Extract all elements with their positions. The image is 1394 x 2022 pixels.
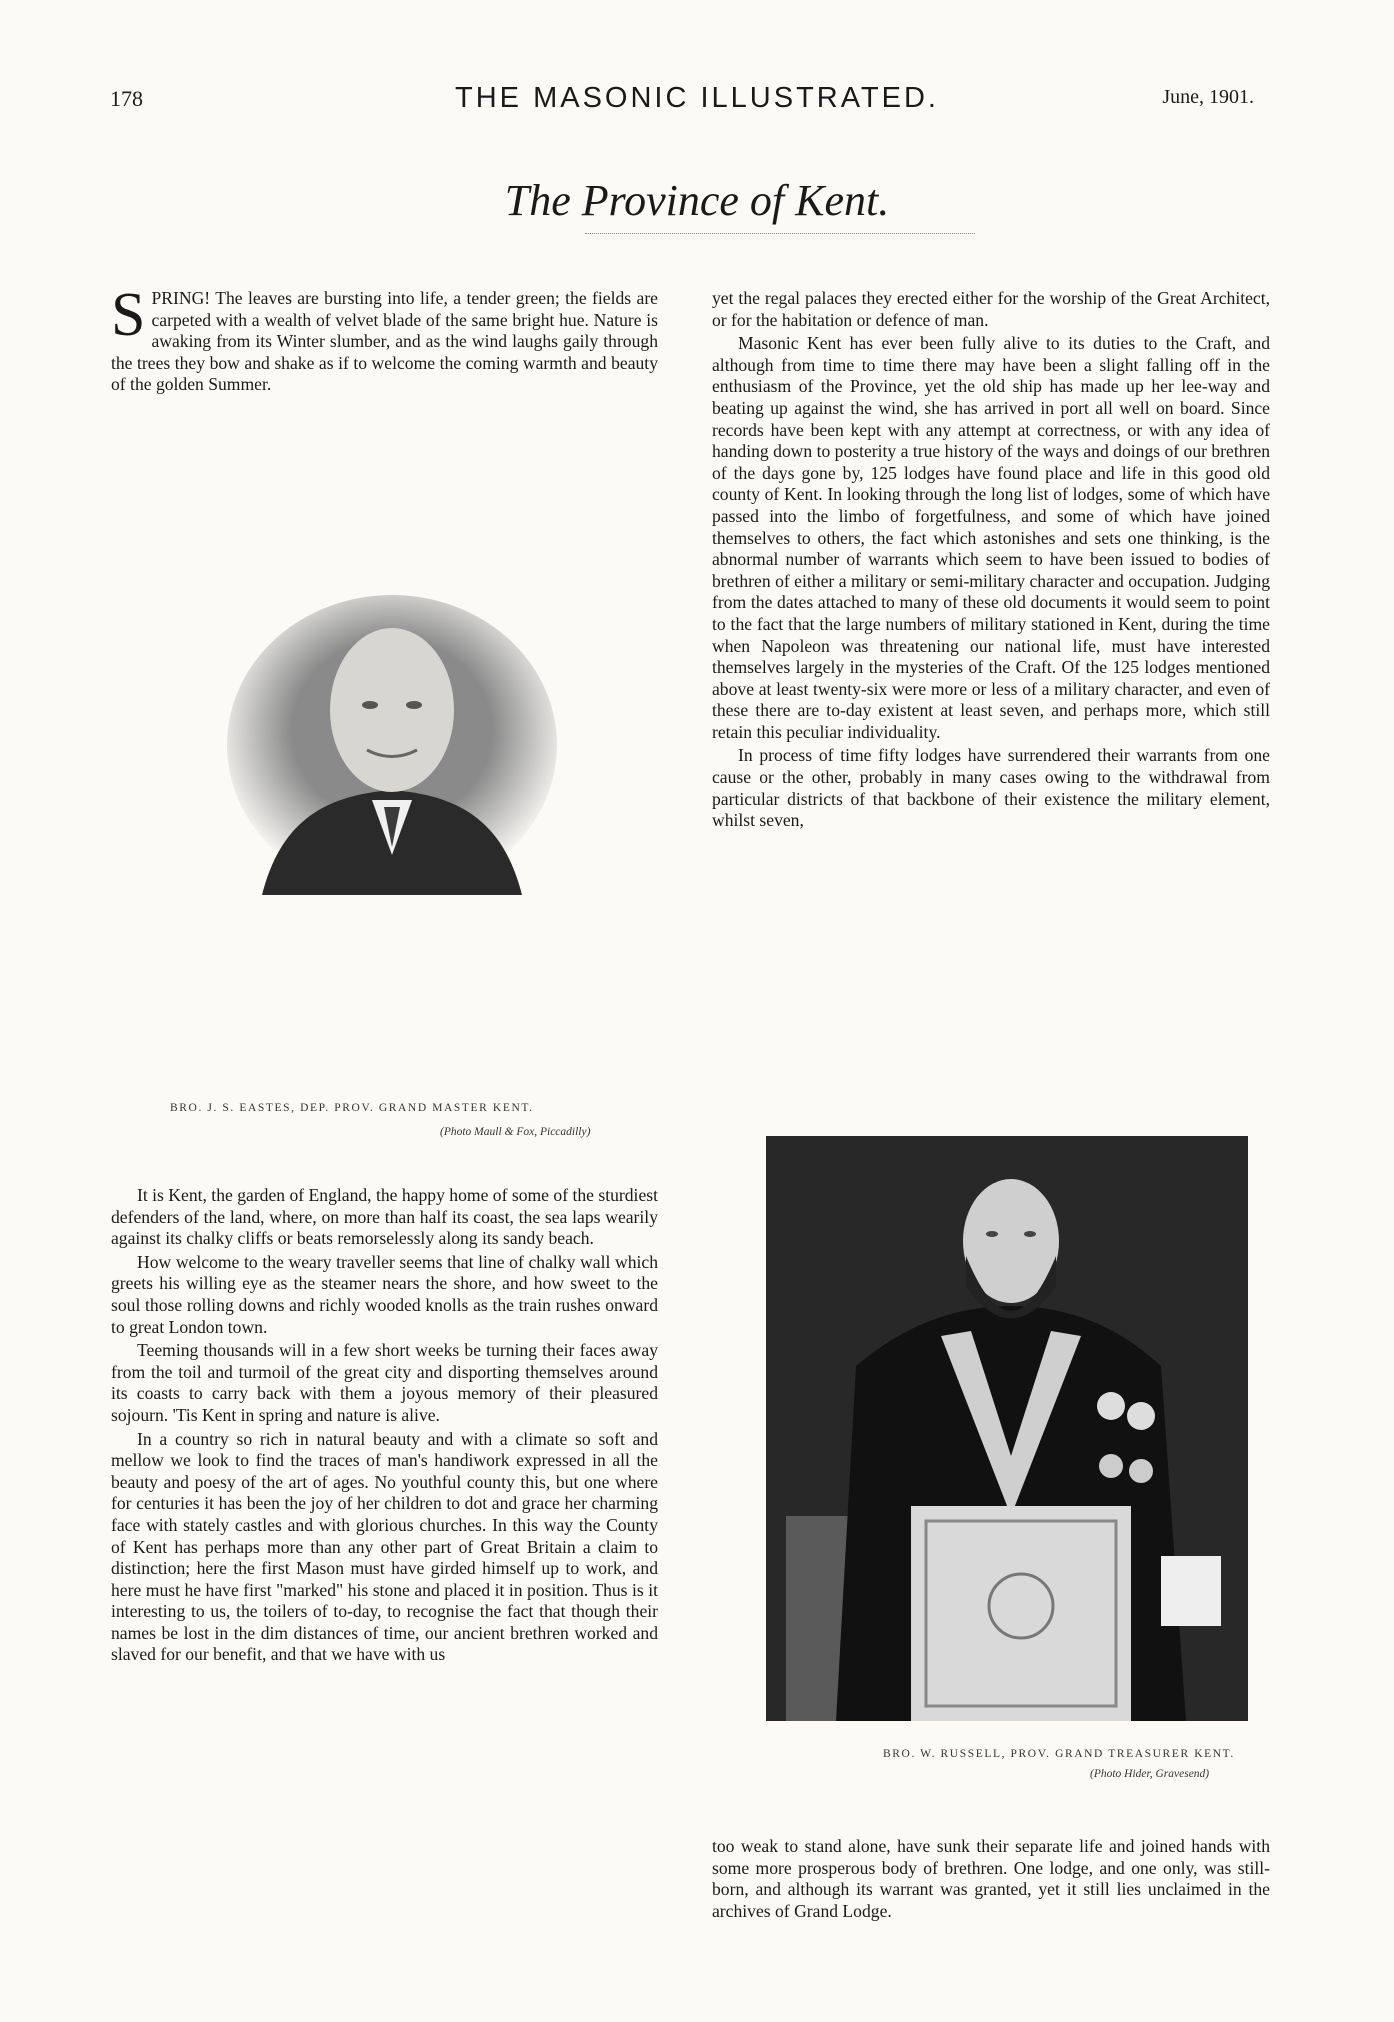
- journal-title: THE MASONIC ILLUSTRATED.: [455, 82, 939, 114]
- paragraph: How welcome to the weary traveller seems that line of chalky wall which greets his willing eye as the steamer nears the shore, and how sweet to the soul those rolling downs and richly wooded knolls as the train rushes onward to great London town.: [111, 1251, 658, 1337]
- drop-cap: S: [111, 281, 146, 349]
- page-header: [0, 82, 1394, 122]
- figure1-caption: BRO. J. S. EASTES, DEP. PROV. GRAND MASTER KENT.: [170, 1102, 534, 1114]
- paragraph: It is Kent, the garden of England, the happy home of some of the sturdiest defenders of the land, where, on more than half its coast, the sea laps wearily against its chalky cliffs or beats remorselessly along its sandy beach.: [111, 1185, 658, 1249]
- paragraph: Teeming thousands will in a few short weeks be turning their faces away from the toil and turmoil of the great city and disporting themselves around its coasts to carry back with them a joyous memory of their pleasured sojourn. 'Tis Kent in spring and nature is alive.: [111, 1340, 658, 1425]
- article-title: The Province of Kent.: [504, 176, 890, 225]
- paragraph: too weak to stand alone, have sunk their separate life and joined hands with some more prosperous body of brethren. One lodge, and one only, was still-born, and although its warrant was granted, yet it still lies unclaimed in the archives of Grand Lodge.: [712, 1836, 1270, 1921]
- portrait-russell: [766, 1136, 1248, 1721]
- paragraph: In a country so rich in natural beauty and with a climate so soft and mellow we look to find the traces of man's handiwork expressed in all the beauty and poesy of the art of ages. No youthful county this, but one where for centuries it has been the joy of her children to dot and grace her charming face with stately castles and with glorious churches. In this way the County of Kent has perhaps more than any other part of Great Britain a claim to distinction; here the first Mason must have girded himself up to work, and here must he have first "marked" his stone and placed it in position. Thus is it interesting to us, the toilers of to-day, to recognise the fact that though their names be lost in the dim distances of time, our ancient brethren worked and slaved for our benefit, and that we have with us: [111, 1428, 658, 1665]
- issue-date: June, 1901.: [1162, 86, 1254, 108]
- right-column-top: [712, 288, 1270, 832]
- left-column-top: [111, 281, 658, 396]
- paragraph: Masonic Kent has ever been fully alive to its duties to the Craft, and although from time to time there may have been a slight falling off in the enthusiasm of the Province, yet the old ship has made up her lee-way and beating up against the wind, she has arrived in port all well on board. Since records have been kept with any attempt at correctness, or with any idea of handing down to posterity a true history of the ways and doings of our brethren of the days gone by, 125 lodges have found place and life in this good old county of Kent. In looking through the long list of lodges, some of which have passed into the limbo of forgetfulness, and some of which have joined themselves to others, the fact which astonishes and sets one thinking, is the abnormal number of warrants which seem to have been issued to bodies of brethren of either a military or semi-military character and occupation. Judging from the dates attached to many of these old documents it would seem to point to the fact that the large numbers of military stationed in Kent, during the time when Napoleon was threatening our national life, must have interested themselves largely in the mysteries of the Craft. Of the 125 lodges mentioned above at least twenty-six were more or less of a military character, and even of these there are to-day existent at least seven, and perhaps more, which still retain this peculiar individuality.: [712, 333, 1271, 742]
- left-column-bottom: [111, 1185, 658, 1666]
- right-column-bottom: [712, 1836, 1270, 1922]
- paragraph: yet the regal palaces they erected either for the worship of the Great Architect, or for the habitation or defence of man.: [712, 288, 1270, 330]
- portrait-eastes: [222, 585, 562, 895]
- figure2-credit: (Photo Hider, Gravesend): [1090, 1768, 1210, 1780]
- figure2-caption: BRO. W. RUSSELL, PROV. GRAND TREASURER KENT.: [883, 1748, 1235, 1760]
- page-number: 178: [110, 86, 143, 111]
- opening-paragraph: [111, 281, 658, 396]
- paragraph: In process of time fifty lodges have surrendered their warrants from one cause or the other, probably in many cases owing to the withdrawal from particular districts of that backbone of their existence the military element, whilst seven,: [712, 745, 1270, 831]
- figure1-credit: (Photo Maull & Fox, Piccadilly): [440, 1126, 591, 1138]
- opening-text: PRING! The leaves are bursting into life, a tender green; the fields are carpeted with a wealth of velvet blade of the same bright hue. Nature is awaking from its Winter slumber, and as the wind laughs gaily through the trees they bow and shake as if to welcome the coming warmth and beauty of the golden Summer.: [111, 288, 658, 395]
- title-rule: [585, 233, 975, 234]
